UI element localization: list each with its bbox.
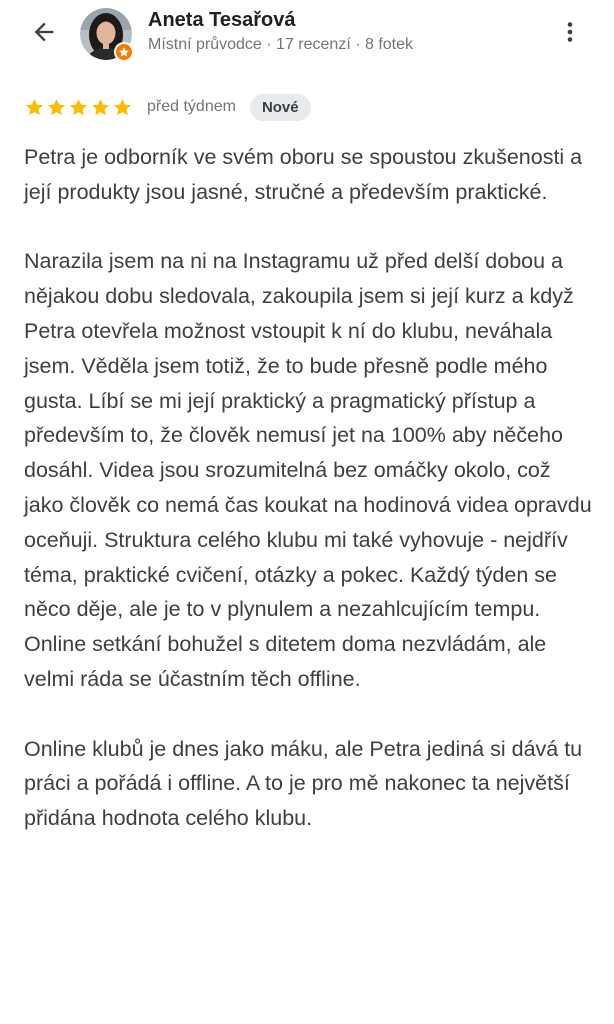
review-text — [24, 140, 594, 836]
star-icon — [112, 97, 133, 118]
more-options-button[interactable] — [550, 14, 590, 54]
review-paragraph: Online klubů je dnes jako máku, ale Petra jediná si dává tu práci a pořádá i offline. A to je pro mě nakonec ta největší přidána hodnota celého klubu. — [24, 736, 583, 831]
star-icon — [90, 97, 111, 118]
star-rating — [24, 97, 133, 118]
review-date: před týdnem — [147, 98, 236, 115]
star-icon — [68, 97, 89, 118]
review-paragraph: Narazila jsem na ni na Instagramu už před delší dobou a nějakou dobu sledovala, zakoupila jsem si její kurz a když Petra otevřela možnost vstoupit k ní do klubu, neváhala jsem. Věděla jsem totiž, že to bude přesně podle mého gusta. Líbí se mi její praktický a pragmatický přístup a především to, že člověk nemusí jet na 100% aby něčeho dosáhl. Videa jsou srozumitelná bez omáčky okolo, což jako člověk co nemá čas koukat na hodinová videa opravdu oceňuji. Struktura celého klubu mi také vyhovuje - nejdřív téma, praktické cvičení, otázky a pokec. Každý týden se něco děje, ale je to v plynulem a nezahlcujícím tempu. Online setkání bohužel s ditetem doma nezvládám, ale velmi ráda se účastním těch offline. — [24, 249, 592, 691]
local-guide-star-icon — [114, 42, 134, 62]
more-vert-icon — [558, 20, 582, 49]
rating-row — [24, 92, 311, 122]
reviewer-meta: Místní průvodce · 17 recenzí · 8 fotek — [148, 36, 414, 53]
reviewer-name[interactable]: Aneta Tesařová — [148, 9, 296, 31]
review-header — [0, 0, 614, 70]
star-icon — [46, 97, 67, 118]
arrow-back-icon — [30, 18, 58, 51]
reviewer-avatar[interactable] — [80, 8, 132, 60]
star-icon — [24, 97, 45, 118]
back-button[interactable] — [24, 14, 64, 54]
new-badge: Nové — [250, 94, 311, 121]
review-paragraph: Petra je odborník ve svém oboru se spoustou zkušenosti a její produkty jsou jasné, stručné a především praktické. — [24, 145, 583, 204]
